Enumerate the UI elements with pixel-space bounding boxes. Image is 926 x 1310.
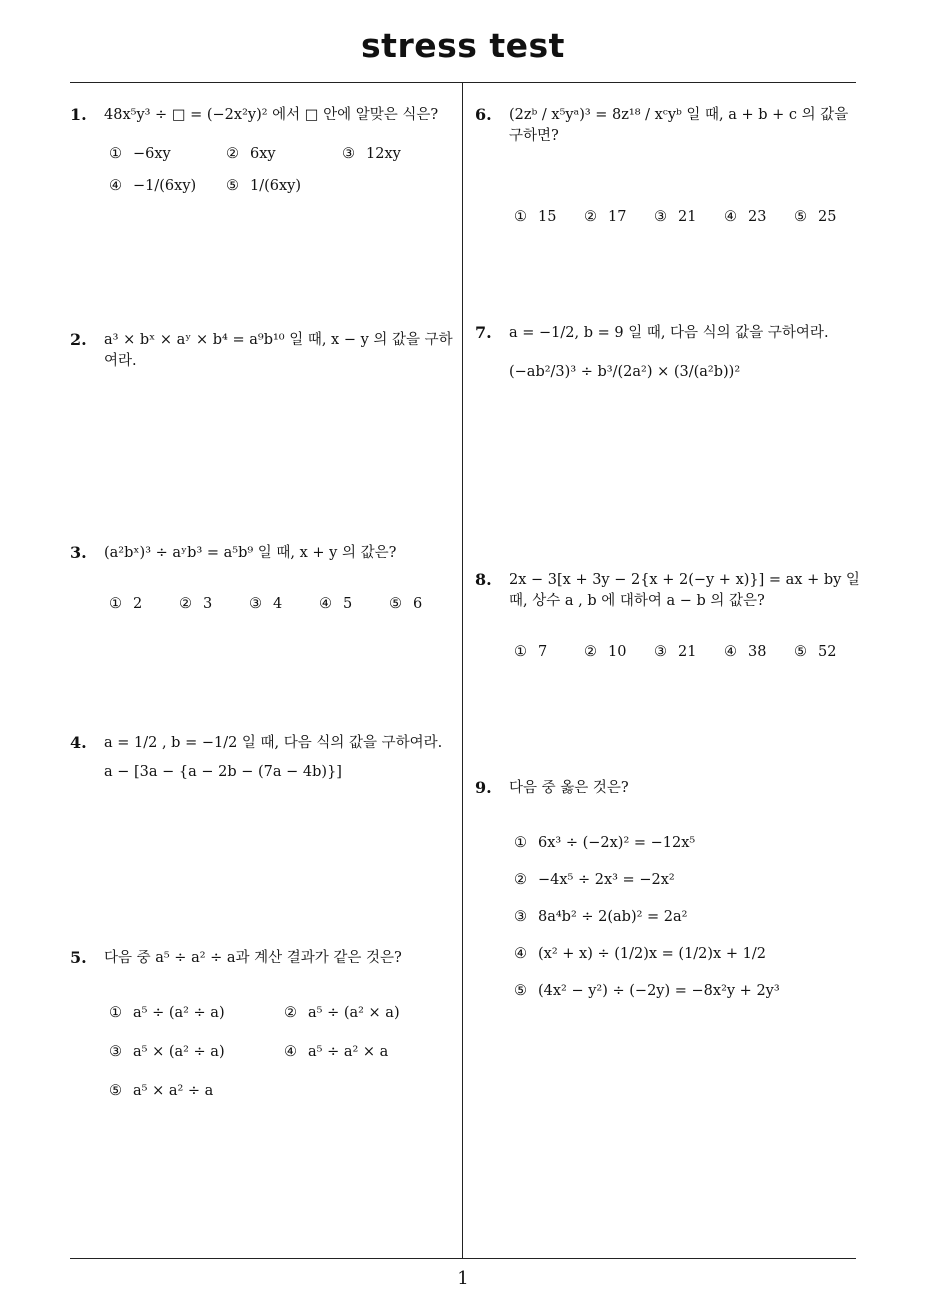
choice-3[interactable]: ③ 21	[654, 209, 697, 226]
question-5	[70, 948, 455, 1113]
choice-4[interactable]: ④ a⁵ ÷ a² × a	[284, 1044, 389, 1061]
choice-5[interactable]: ⑤ 52	[794, 644, 837, 661]
question-2	[70, 330, 455, 372]
choice-5[interactable]: ⑤ (4x² − y²) ÷ (−2y) = −8x²y + 2y³	[514, 983, 780, 1000]
choice-4[interactable]: ④ −1/(6xy)	[109, 178, 197, 195]
question-number: 2.	[70, 330, 87, 349]
choice-1[interactable]: ① 7	[514, 644, 548, 661]
choice-4[interactable]: ④ (x² + x) ÷ (1/2)x = (1/2)x + 1/2	[514, 946, 766, 963]
question-number: 5.	[70, 948, 87, 967]
choice-list	[509, 642, 860, 672]
choice-2[interactable]: ② 3	[179, 596, 213, 613]
choice-3[interactable]: ③ 4	[249, 596, 283, 613]
question-number: 4.	[70, 733, 87, 752]
choice-5[interactable]: ⑤ a⁵ × a² ÷ a	[109, 1083, 214, 1100]
choice-list	[104, 144, 455, 214]
question-text: 2x − 3[x + 3y − 2{x + 2(−y + x)}] = ax + by 일 때, 상수 a , b 에 대하여 a − b 의 값은?	[509, 572, 860, 610]
question-text: (2zᵇ / x⁵yᵃ)³ = 8z¹⁸ / xᶜyᵇ 일 때, a + b + c 의 값을 구하면?	[509, 107, 849, 145]
question-text: 다음 중 옳은 것은?	[509, 780, 629, 796]
question-number: 8.	[475, 570, 492, 589]
bottom-rule	[70, 1258, 856, 1259]
choice-2[interactable]: ② 17	[584, 209, 627, 226]
choice-5[interactable]: ⑤ 6	[389, 596, 423, 613]
choice-2[interactable]: ② a⁵ ÷ (a² × a)	[284, 1005, 400, 1022]
choice-2[interactable]: ② −4x⁵ ÷ 2x³ = −2x²	[514, 872, 675, 889]
question-text: a³ × bˣ × aʸ × b⁴ = a⁹b¹⁰ 일 때, x − y 의 값을 구하여라.	[104, 332, 453, 370]
question-number: 6.	[475, 105, 492, 124]
question-number: 9.	[475, 778, 492, 797]
question-text: 다음 중 a⁵ ÷ a² ÷ a과 계산 결과가 같은 것은?	[104, 950, 402, 966]
question-expression: a − [3a − {a − 2b − (7a − 4b)}]	[104, 764, 342, 781]
choice-1[interactable]: ① a⁵ ÷ (a² ÷ a)	[109, 1005, 225, 1022]
question-text: 48x⁵y³ ÷ □ = (−2x²y)² 에서 □ 안에 알맞은 식은?	[104, 107, 439, 123]
question-text: a = −1/2, b = 9 일 때, 다음 식의 값을 구하여라.	[509, 325, 829, 341]
choice-3[interactable]: ③ 21	[654, 644, 697, 661]
question-8	[475, 570, 860, 672]
question-1	[70, 105, 455, 214]
top-rule	[70, 82, 856, 83]
question-7	[475, 323, 860, 383]
choice-3[interactable]: ③ 12xy	[342, 146, 401, 163]
choice-3[interactable]: ③ 8a⁴b² ÷ 2(ab)² = 2a²	[514, 909, 688, 926]
choice-list	[104, 594, 455, 624]
question-expression: (−ab²/3)³ ÷ b³/(2a²) × (3/(a²b))²	[509, 364, 741, 381]
choice-4[interactable]: ④ 38	[724, 644, 767, 661]
choice-1[interactable]: ① 15	[514, 209, 557, 226]
choice-1[interactable]: ① 6x³ ÷ (−2x)² = −12x⁵	[514, 835, 696, 852]
column-divider	[462, 83, 463, 1258]
choice-2[interactable]: ② 6xy	[226, 146, 276, 163]
choice-list	[514, 833, 860, 1002]
page-number: 1	[457, 1268, 469, 1289]
choice-5[interactable]: ⑤ 25	[794, 209, 837, 226]
question-number: 3.	[70, 543, 87, 562]
choice-list	[104, 1003, 455, 1113]
page-title: stress test	[361, 26, 565, 65]
question-9	[475, 778, 860, 1018]
choice-1[interactable]: ① −6xy	[109, 146, 171, 163]
question-number: 1.	[70, 105, 87, 124]
choice-1[interactable]: ① 2	[109, 596, 143, 613]
choice-5[interactable]: ⑤ 1/(6xy)	[226, 178, 302, 195]
question-text: (a²bˣ)³ ÷ aʸb³ = a⁵b⁹ 일 때, x + y 의 값은?	[104, 545, 397, 561]
question-text: a = 1/2 , b = −1/2 일 때, 다음 식의 값을 구하여라.	[104, 735, 443, 751]
choice-list	[509, 207, 860, 237]
choice-4[interactable]: ④ 5	[319, 596, 353, 613]
question-3	[70, 543, 455, 624]
question-4	[70, 733, 455, 783]
choice-4[interactable]: ④ 23	[724, 209, 767, 226]
question-number: 7.	[475, 323, 492, 342]
choice-3[interactable]: ③ a⁵ × (a² ÷ a)	[109, 1044, 225, 1061]
question-6	[475, 105, 860, 237]
choice-2[interactable]: ② 10	[584, 644, 627, 661]
